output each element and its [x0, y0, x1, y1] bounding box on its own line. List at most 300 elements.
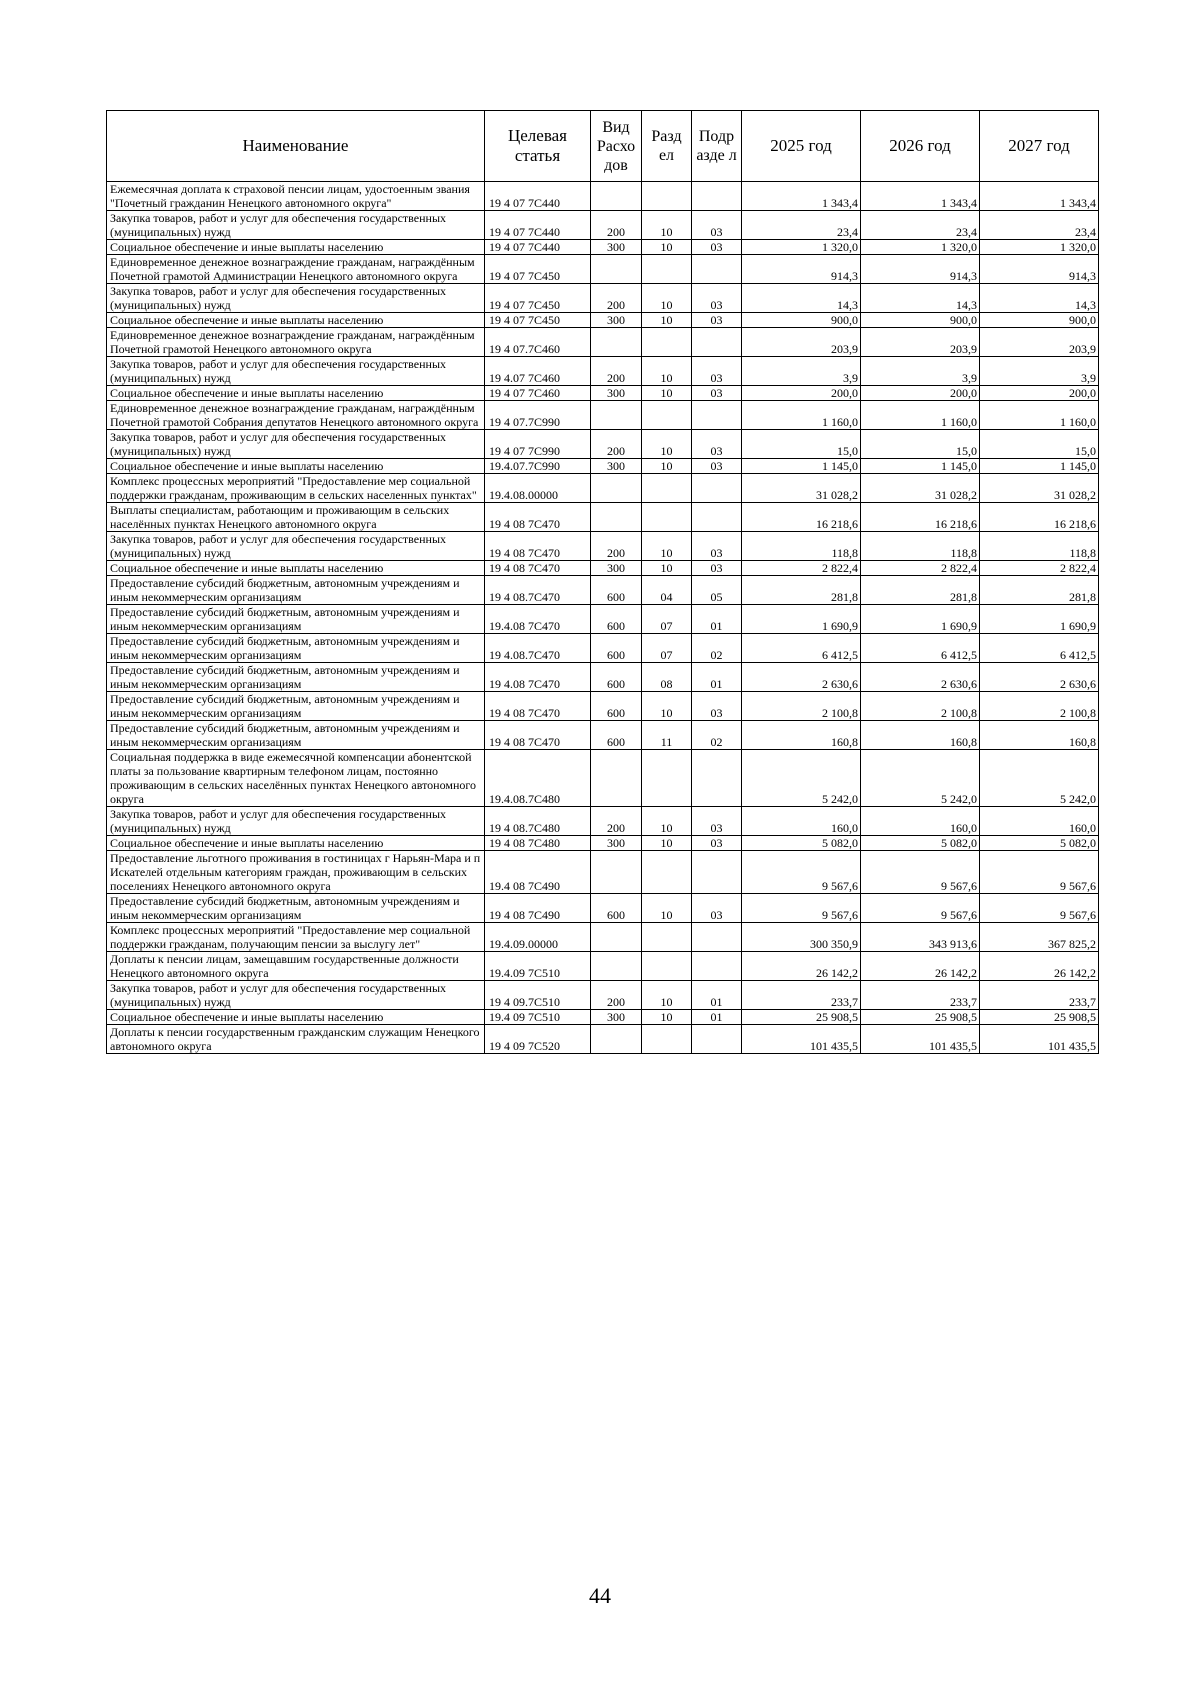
- table-row: [107, 430, 1099, 459]
- cell-expense-type: [591, 255, 642, 284]
- cell-target-code: 19 4 08 7С470: [485, 721, 591, 750]
- table-row: [107, 1025, 1099, 1054]
- cell-section: 10: [642, 284, 692, 313]
- cell-subsection: 03: [692, 386, 742, 401]
- cell-2025: 26 142,2: [742, 952, 861, 981]
- cell-subsection: [692, 851, 742, 894]
- cell-name: Комплекс процессных мероприятий "Предоставление мер социальной поддержки гражданам, проживающим в сельских населенных пунктах": [107, 474, 485, 503]
- cell-subsection: [692, 401, 742, 430]
- cell-section: 10: [642, 807, 692, 836]
- cell-expense-type: [591, 182, 642, 211]
- cell-target-code: 19 4 07 7С440: [485, 240, 591, 255]
- cell-expense-type: 200: [591, 430, 642, 459]
- cell-section: 07: [642, 634, 692, 663]
- cell-subsection: 03: [692, 313, 742, 328]
- cell-section: 10: [642, 981, 692, 1010]
- cell-name: Предоставление субсидий бюджетным, автономным учреждениям и иным некоммерческим организациям: [107, 663, 485, 692]
- cell-name: Закупка товаров, работ и услуг для обеспечения государственных (муниципальных) нужд: [107, 211, 485, 240]
- cell-subsection: 01: [692, 981, 742, 1010]
- table-row: [107, 211, 1099, 240]
- cell-expense-type: [591, 474, 642, 503]
- cell-target-code: 19 4 07.7С990: [485, 401, 591, 430]
- cell-2025: 6 412,5: [742, 634, 861, 663]
- cell-2025: 281,8: [742, 576, 861, 605]
- cell-2025: 160,8: [742, 721, 861, 750]
- header-2027: 2027 год: [980, 111, 1099, 182]
- cell-2027: 203,9: [980, 328, 1099, 357]
- cell-2025: 3,9: [742, 357, 861, 386]
- cell-2027: 5 082,0: [980, 836, 1099, 851]
- header-section: Разд ел: [642, 111, 692, 182]
- cell-subsection: 03: [692, 284, 742, 313]
- cell-section: [642, 182, 692, 211]
- header-target: Целевая статья: [485, 111, 591, 182]
- cell-2027: 5 242,0: [980, 750, 1099, 807]
- cell-expense-type: 600: [591, 576, 642, 605]
- cell-name: Социальное обеспечение и иные выплаты населению: [107, 1010, 485, 1025]
- table-row: [107, 807, 1099, 836]
- cell-section: 10: [642, 561, 692, 576]
- cell-expense-type: [591, 401, 642, 430]
- cell-2026: 118,8: [861, 532, 980, 561]
- cell-target-code: 19.4 08 7С490: [485, 851, 591, 894]
- header-type: Вид Расхо дов: [591, 111, 642, 182]
- header-subsection: Подр азде л: [692, 111, 742, 182]
- cell-expense-type: 200: [591, 532, 642, 561]
- cell-target-code: 19 4 07 7С450: [485, 255, 591, 284]
- cell-name: Закупка товаров, работ и услуг для обеспечения государственных (муниципальных) нужд: [107, 430, 485, 459]
- cell-2025: 1 160,0: [742, 401, 861, 430]
- cell-name: Закупка товаров, работ и услуг для обеспечения государственных (муниципальных) нужд: [107, 807, 485, 836]
- table-row: [107, 401, 1099, 430]
- cell-2025: 25 908,5: [742, 1010, 861, 1025]
- cell-subsection: 03: [692, 357, 742, 386]
- cell-2027: 25 908,5: [980, 1010, 1099, 1025]
- table-header: [107, 111, 1099, 182]
- cell-name: Социальное обеспечение и иные выплаты населению: [107, 386, 485, 401]
- cell-target-code: 19 4 09 7С520: [485, 1025, 591, 1054]
- cell-name: Доплаты к пенсии государственным гражданским служащим Ненецкого автономного округа: [107, 1025, 485, 1054]
- cell-name: Социальное обеспечение и иные выплаты населению: [107, 313, 485, 328]
- cell-expense-type: 600: [591, 894, 642, 923]
- table-row: [107, 284, 1099, 313]
- cell-expense-type: 300: [591, 836, 642, 851]
- cell-2027: 281,8: [980, 576, 1099, 605]
- cell-2027: 2 630,6: [980, 663, 1099, 692]
- cell-2026: 281,8: [861, 576, 980, 605]
- cell-2027: 1 145,0: [980, 459, 1099, 474]
- cell-section: 10: [642, 836, 692, 851]
- table-row: [107, 663, 1099, 692]
- table-row: [107, 532, 1099, 561]
- cell-expense-type: 300: [591, 386, 642, 401]
- cell-2025: 1 320,0: [742, 240, 861, 255]
- cell-section: 10: [642, 894, 692, 923]
- cell-2025: 233,7: [742, 981, 861, 1010]
- cell-2025: 101 435,5: [742, 1025, 861, 1054]
- cell-2026: 9 567,6: [861, 894, 980, 923]
- cell-section: 10: [642, 1010, 692, 1025]
- cell-name: Социальное обеспечение и иные выплаты населению: [107, 459, 485, 474]
- header-row: [107, 111, 1099, 182]
- cell-name: Предоставление субсидий бюджетным, автономным учреждениям и иным некоммерческим организациям: [107, 605, 485, 634]
- table-row: [107, 981, 1099, 1010]
- cell-name: Предоставление субсидий бюджетным, автономным учреждениям и иным некоммерческим организациям: [107, 721, 485, 750]
- cell-2026: 5 242,0: [861, 750, 980, 807]
- header-2025: 2025 год: [742, 111, 861, 182]
- cell-target-code: 19 4.07 7С460: [485, 357, 591, 386]
- table-row: [107, 328, 1099, 357]
- cell-name: Предоставление субсидий бюджетным, автономным учреждениям и иным некоммерческим организациям: [107, 634, 485, 663]
- cell-name: Социальное обеспечение и иные выплаты населению: [107, 836, 485, 851]
- cell-subsection: [692, 503, 742, 532]
- cell-2027: 1 690,9: [980, 605, 1099, 634]
- cell-section: 08: [642, 663, 692, 692]
- cell-target-code: 19 4 07 7С990: [485, 430, 591, 459]
- cell-2027: 14,3: [980, 284, 1099, 313]
- cell-2027: 200,0: [980, 386, 1099, 401]
- table-row: [107, 923, 1099, 952]
- cell-subsection: [692, 255, 742, 284]
- table-row: [107, 576, 1099, 605]
- cell-2027: 367 825,2: [980, 923, 1099, 952]
- cell-2027: 9 567,6: [980, 851, 1099, 894]
- cell-2027: 26 142,2: [980, 952, 1099, 981]
- cell-2027: 9 567,6: [980, 894, 1099, 923]
- cell-subsection: 03: [692, 532, 742, 561]
- table-row: [107, 459, 1099, 474]
- cell-2027: 16 218,6: [980, 503, 1099, 532]
- cell-expense-type: [591, 952, 642, 981]
- table-row: [107, 313, 1099, 328]
- cell-name: Закупка товаров, работ и услуг для обеспечения государственных (муниципальных) нужд: [107, 284, 485, 313]
- cell-section: 10: [642, 430, 692, 459]
- cell-2027: 1 320,0: [980, 240, 1099, 255]
- cell-section: 10: [642, 692, 692, 721]
- cell-2026: 1 320,0: [861, 240, 980, 255]
- cell-target-code: 19 4 08 7С470: [485, 503, 591, 532]
- cell-name: Единовременное денежное вознаграждение гражданам, награждённым Почетной грамотой Администрации Ненецкого автономного округа: [107, 255, 485, 284]
- table-row: [107, 182, 1099, 211]
- cell-target-code: 19 4 08 7С470: [485, 561, 591, 576]
- cell-target-code: 19 4 08 7С490: [485, 894, 591, 923]
- cell-expense-type: [591, 1025, 642, 1054]
- cell-2026: 3,9: [861, 357, 980, 386]
- cell-2026: 101 435,5: [861, 1025, 980, 1054]
- cell-target-code: 19.4.07.7С990: [485, 459, 591, 474]
- page-number: 44: [589, 1583, 611, 1608]
- cell-target-code: 19 4 08.7С480: [485, 807, 591, 836]
- cell-section: 10: [642, 240, 692, 255]
- cell-subsection: [692, 952, 742, 981]
- cell-2027: 15,0: [980, 430, 1099, 459]
- cell-2026: 1 690,9: [861, 605, 980, 634]
- cell-section: 10: [642, 532, 692, 561]
- table-row: [107, 561, 1099, 576]
- cell-2026: 2 630,6: [861, 663, 980, 692]
- table-row: [107, 894, 1099, 923]
- cell-subsection: [692, 474, 742, 503]
- cell-section: [642, 503, 692, 532]
- cell-subsection: 03: [692, 807, 742, 836]
- cell-2025: 14,3: [742, 284, 861, 313]
- cell-expense-type: 200: [591, 981, 642, 1010]
- table-row: [107, 836, 1099, 851]
- cell-section: [642, 328, 692, 357]
- cell-2026: 9 567,6: [861, 851, 980, 894]
- cell-section: [642, 952, 692, 981]
- cell-2026: 233,7: [861, 981, 980, 1010]
- cell-target-code: 19.4.08 7С470: [485, 605, 591, 634]
- cell-2026: 26 142,2: [861, 952, 980, 981]
- cell-expense-type: 300: [591, 1010, 642, 1025]
- cell-2026: 160,8: [861, 721, 980, 750]
- table-row: [107, 605, 1099, 634]
- cell-subsection: 03: [692, 240, 742, 255]
- cell-section: 10: [642, 357, 692, 386]
- cell-target-code: 19 4 07 7С440: [485, 211, 591, 240]
- cell-target-code: 19 4 07.7С460: [485, 328, 591, 357]
- cell-2027: 2 822,4: [980, 561, 1099, 576]
- cell-2026: 6 412,5: [861, 634, 980, 663]
- cell-target-code: 19.4.09 7С510: [485, 952, 591, 981]
- cell-2026: 5 082,0: [861, 836, 980, 851]
- cell-section: [642, 750, 692, 807]
- cell-name: Выплаты специалистам, работающим и проживающим в сельских населённых пунктах Ненецкого автономного округа: [107, 503, 485, 532]
- cell-2027: 900,0: [980, 313, 1099, 328]
- cell-subsection: [692, 328, 742, 357]
- cell-name: Ежемесячная доплата к страховой пенсии лицам, удостоенным звания "Почетный гражданин Ненецкого автономного округа": [107, 182, 485, 211]
- table-row: [107, 503, 1099, 532]
- cell-expense-type: [591, 503, 642, 532]
- cell-expense-type: 200: [591, 807, 642, 836]
- cell-2025: 2 630,6: [742, 663, 861, 692]
- cell-name: Закупка товаров, работ и услуг для обеспечения государственных (муниципальных) нужд: [107, 357, 485, 386]
- table-row: [107, 721, 1099, 750]
- cell-2026: 160,0: [861, 807, 980, 836]
- cell-2027: 1 343,4: [980, 182, 1099, 211]
- cell-target-code: 19 4 07 7С450: [485, 284, 591, 313]
- cell-2025: 5 082,0: [742, 836, 861, 851]
- cell-expense-type: 300: [591, 240, 642, 255]
- cell-subsection: 05: [692, 576, 742, 605]
- cell-section: [642, 401, 692, 430]
- table-row: [107, 255, 1099, 284]
- cell-expense-type: 300: [591, 313, 642, 328]
- cell-target-code: 19.4.08.00000: [485, 474, 591, 503]
- cell-section: 11: [642, 721, 692, 750]
- cell-target-code: 19 4 08 7С470: [485, 532, 591, 561]
- cell-2027: 6 412,5: [980, 634, 1099, 663]
- cell-expense-type: [591, 328, 642, 357]
- cell-name: Социальное обеспечение и иные выплаты населению: [107, 561, 485, 576]
- cell-name: Предоставление субсидий бюджетным, автономным учреждениям и иным некоммерческим организациям: [107, 894, 485, 923]
- cell-2025: 2 100,8: [742, 692, 861, 721]
- cell-section: 04: [642, 576, 692, 605]
- cell-target-code: 19 4.08 7С470: [485, 663, 591, 692]
- cell-expense-type: 200: [591, 284, 642, 313]
- cell-2025: 2 822,4: [742, 561, 861, 576]
- budget-table: [106, 110, 1099, 1054]
- cell-2025: 118,8: [742, 532, 861, 561]
- table-body: [107, 182, 1099, 1054]
- cell-2025: 1 343,4: [742, 182, 861, 211]
- cell-name: Единовременное денежное вознаграждение гражданам, награждённым Почетной грамотой Собрания депутатов Ненецкого автономного округа: [107, 401, 485, 430]
- cell-subsection: 03: [692, 430, 742, 459]
- cell-name: Предоставление субсидий бюджетным, автономным учреждениям и иным некоммерческим организациям: [107, 576, 485, 605]
- cell-2026: 1 343,4: [861, 182, 980, 211]
- cell-2027: 3,9: [980, 357, 1099, 386]
- cell-target-code: 19 4 08 7С480: [485, 836, 591, 851]
- cell-2026: 1 160,0: [861, 401, 980, 430]
- cell-name: Предоставление субсидий бюджетным, автономным учреждениям и иным некоммерческим организациям: [107, 692, 485, 721]
- cell-subsection: 02: [692, 721, 742, 750]
- cell-expense-type: 600: [591, 721, 642, 750]
- cell-target-code: 19.4.08.7С480: [485, 750, 591, 807]
- cell-section: 10: [642, 211, 692, 240]
- cell-2027: 31 028,2: [980, 474, 1099, 503]
- cell-expense-type: 600: [591, 663, 642, 692]
- cell-target-code: 19.4 09 7С510: [485, 1010, 591, 1025]
- cell-name: Доплаты к пенсии лицам, замещавшим государственные должности Ненецкого автономного округа: [107, 952, 485, 981]
- header-2026: 2026 год: [861, 111, 980, 182]
- table-row: [107, 240, 1099, 255]
- cell-target-code: 19 4.08.7С470: [485, 634, 591, 663]
- cell-2025: 1 690,9: [742, 605, 861, 634]
- cell-2025: 300 350,9: [742, 923, 861, 952]
- table-row: [107, 851, 1099, 894]
- cell-name: Комплекс процессных мероприятий "Предоставление мер социальной поддержки гражданам, получающим пенсии за выслугу лет": [107, 923, 485, 952]
- cell-section: [642, 923, 692, 952]
- cell-subsection: 03: [692, 211, 742, 240]
- cell-2025: 9 567,6: [742, 894, 861, 923]
- cell-subsection: 03: [692, 459, 742, 474]
- cell-2026: 343 913,6: [861, 923, 980, 952]
- cell-name: Предоставление льготного проживания в гостиницах г Нарьян-Мара и п Искателей отдельным категориям граждан, проживающим в сельских поселениях Ненецкого автономного округа: [107, 851, 485, 894]
- table-row: [107, 474, 1099, 503]
- cell-section: 10: [642, 459, 692, 474]
- cell-section: 10: [642, 313, 692, 328]
- table-row: [107, 750, 1099, 807]
- cell-2027: 914,3: [980, 255, 1099, 284]
- cell-subsection: 03: [692, 894, 742, 923]
- cell-target-code: 19 4 08.7С470: [485, 576, 591, 605]
- cell-section: [642, 255, 692, 284]
- cell-name: Социальная поддержка в виде ежемесячной компенсации абонентской платы за пользование квартирным телефоном лицам, постоянно проживающим в сельских населённых пунктах Ненецкого автономного округа: [107, 750, 485, 807]
- cell-subsection: 03: [692, 836, 742, 851]
- cell-subsection: 03: [692, 561, 742, 576]
- table-row: [107, 952, 1099, 981]
- cell-2026: 25 908,5: [861, 1010, 980, 1025]
- cell-target-code: 19 4 08 7С470: [485, 692, 591, 721]
- cell-expense-type: 200: [591, 211, 642, 240]
- cell-2026: 1 145,0: [861, 459, 980, 474]
- cell-2026: 900,0: [861, 313, 980, 328]
- cell-expense-type: 300: [591, 459, 642, 474]
- cell-2025: 200,0: [742, 386, 861, 401]
- cell-target-code: 19 4 09.7С510: [485, 981, 591, 1010]
- cell-subsection: [692, 1025, 742, 1054]
- cell-subsection: 02: [692, 634, 742, 663]
- cell-2025: 1 145,0: [742, 459, 861, 474]
- cell-target-code: 19.4.09.00000: [485, 923, 591, 952]
- cell-subsection: 03: [692, 692, 742, 721]
- cell-2025: 900,0: [742, 313, 861, 328]
- cell-target-code: 19 4 07 7С450: [485, 313, 591, 328]
- cell-subsection: 01: [692, 1010, 742, 1025]
- cell-2025: 160,0: [742, 807, 861, 836]
- cell-2026: 200,0: [861, 386, 980, 401]
- cell-2026: 914,3: [861, 255, 980, 284]
- cell-expense-type: 200: [591, 357, 642, 386]
- cell-section: 07: [642, 605, 692, 634]
- cell-2027: 101 435,5: [980, 1025, 1099, 1054]
- cell-name: Закупка товаров, работ и услуг для обеспечения государственных (муниципальных) нужд: [107, 981, 485, 1010]
- cell-section: [642, 851, 692, 894]
- header-name: Наименование: [107, 111, 485, 182]
- cell-2027: 160,0: [980, 807, 1099, 836]
- table-row: [107, 386, 1099, 401]
- cell-2025: 23,4: [742, 211, 861, 240]
- table-row: [107, 692, 1099, 721]
- cell-subsection: [692, 182, 742, 211]
- cell-2026: 2 822,4: [861, 561, 980, 576]
- table-row: [107, 634, 1099, 663]
- cell-2026: 16 218,6: [861, 503, 980, 532]
- cell-2025: 9 567,6: [742, 851, 861, 894]
- cell-expense-type: [591, 923, 642, 952]
- cell-name: Единовременное денежное вознаграждение гражданам, награждённым Почетной грамотой Ненецкого автономного округа: [107, 328, 485, 357]
- cell-2025: 16 218,6: [742, 503, 861, 532]
- cell-2027: 2 100,8: [980, 692, 1099, 721]
- cell-expense-type: 600: [591, 634, 642, 663]
- cell-2026: 2 100,8: [861, 692, 980, 721]
- cell-name: Закупка товаров, работ и услуг для обеспечения государственных (муниципальных) нужд: [107, 532, 485, 561]
- cell-2025: 203,9: [742, 328, 861, 357]
- cell-expense-type: 600: [591, 605, 642, 634]
- cell-section: [642, 1025, 692, 1054]
- cell-2025: 5 242,0: [742, 750, 861, 807]
- cell-expense-type: 300: [591, 561, 642, 576]
- cell-expense-type: 600: [591, 692, 642, 721]
- cell-target-code: 19 4 07 7С460: [485, 386, 591, 401]
- cell-2027: 23,4: [980, 211, 1099, 240]
- cell-target-code: 19 4 07 7С440: [485, 182, 591, 211]
- cell-subsection: 01: [692, 605, 742, 634]
- cell-2026: 23,4: [861, 211, 980, 240]
- cell-2025: 15,0: [742, 430, 861, 459]
- table-row: [107, 357, 1099, 386]
- cell-section: 10: [642, 386, 692, 401]
- cell-2027: 1 160,0: [980, 401, 1099, 430]
- cell-subsection: 01: [692, 663, 742, 692]
- cell-subsection: [692, 750, 742, 807]
- cell-expense-type: [591, 750, 642, 807]
- cell-2027: 118,8: [980, 532, 1099, 561]
- cell-2026: 31 028,2: [861, 474, 980, 503]
- cell-2026: 203,9: [861, 328, 980, 357]
- cell-2025: 31 028,2: [742, 474, 861, 503]
- cell-name: Социальное обеспечение и иные выплаты населению: [107, 240, 485, 255]
- table-row: [107, 1010, 1099, 1025]
- cell-2025: 914,3: [742, 255, 861, 284]
- cell-subsection: [692, 923, 742, 952]
- cell-2027: 160,8: [980, 721, 1099, 750]
- cell-section: [642, 474, 692, 503]
- cell-2026: 14,3: [861, 284, 980, 313]
- cell-expense-type: [591, 851, 642, 894]
- cell-2026: 15,0: [861, 430, 980, 459]
